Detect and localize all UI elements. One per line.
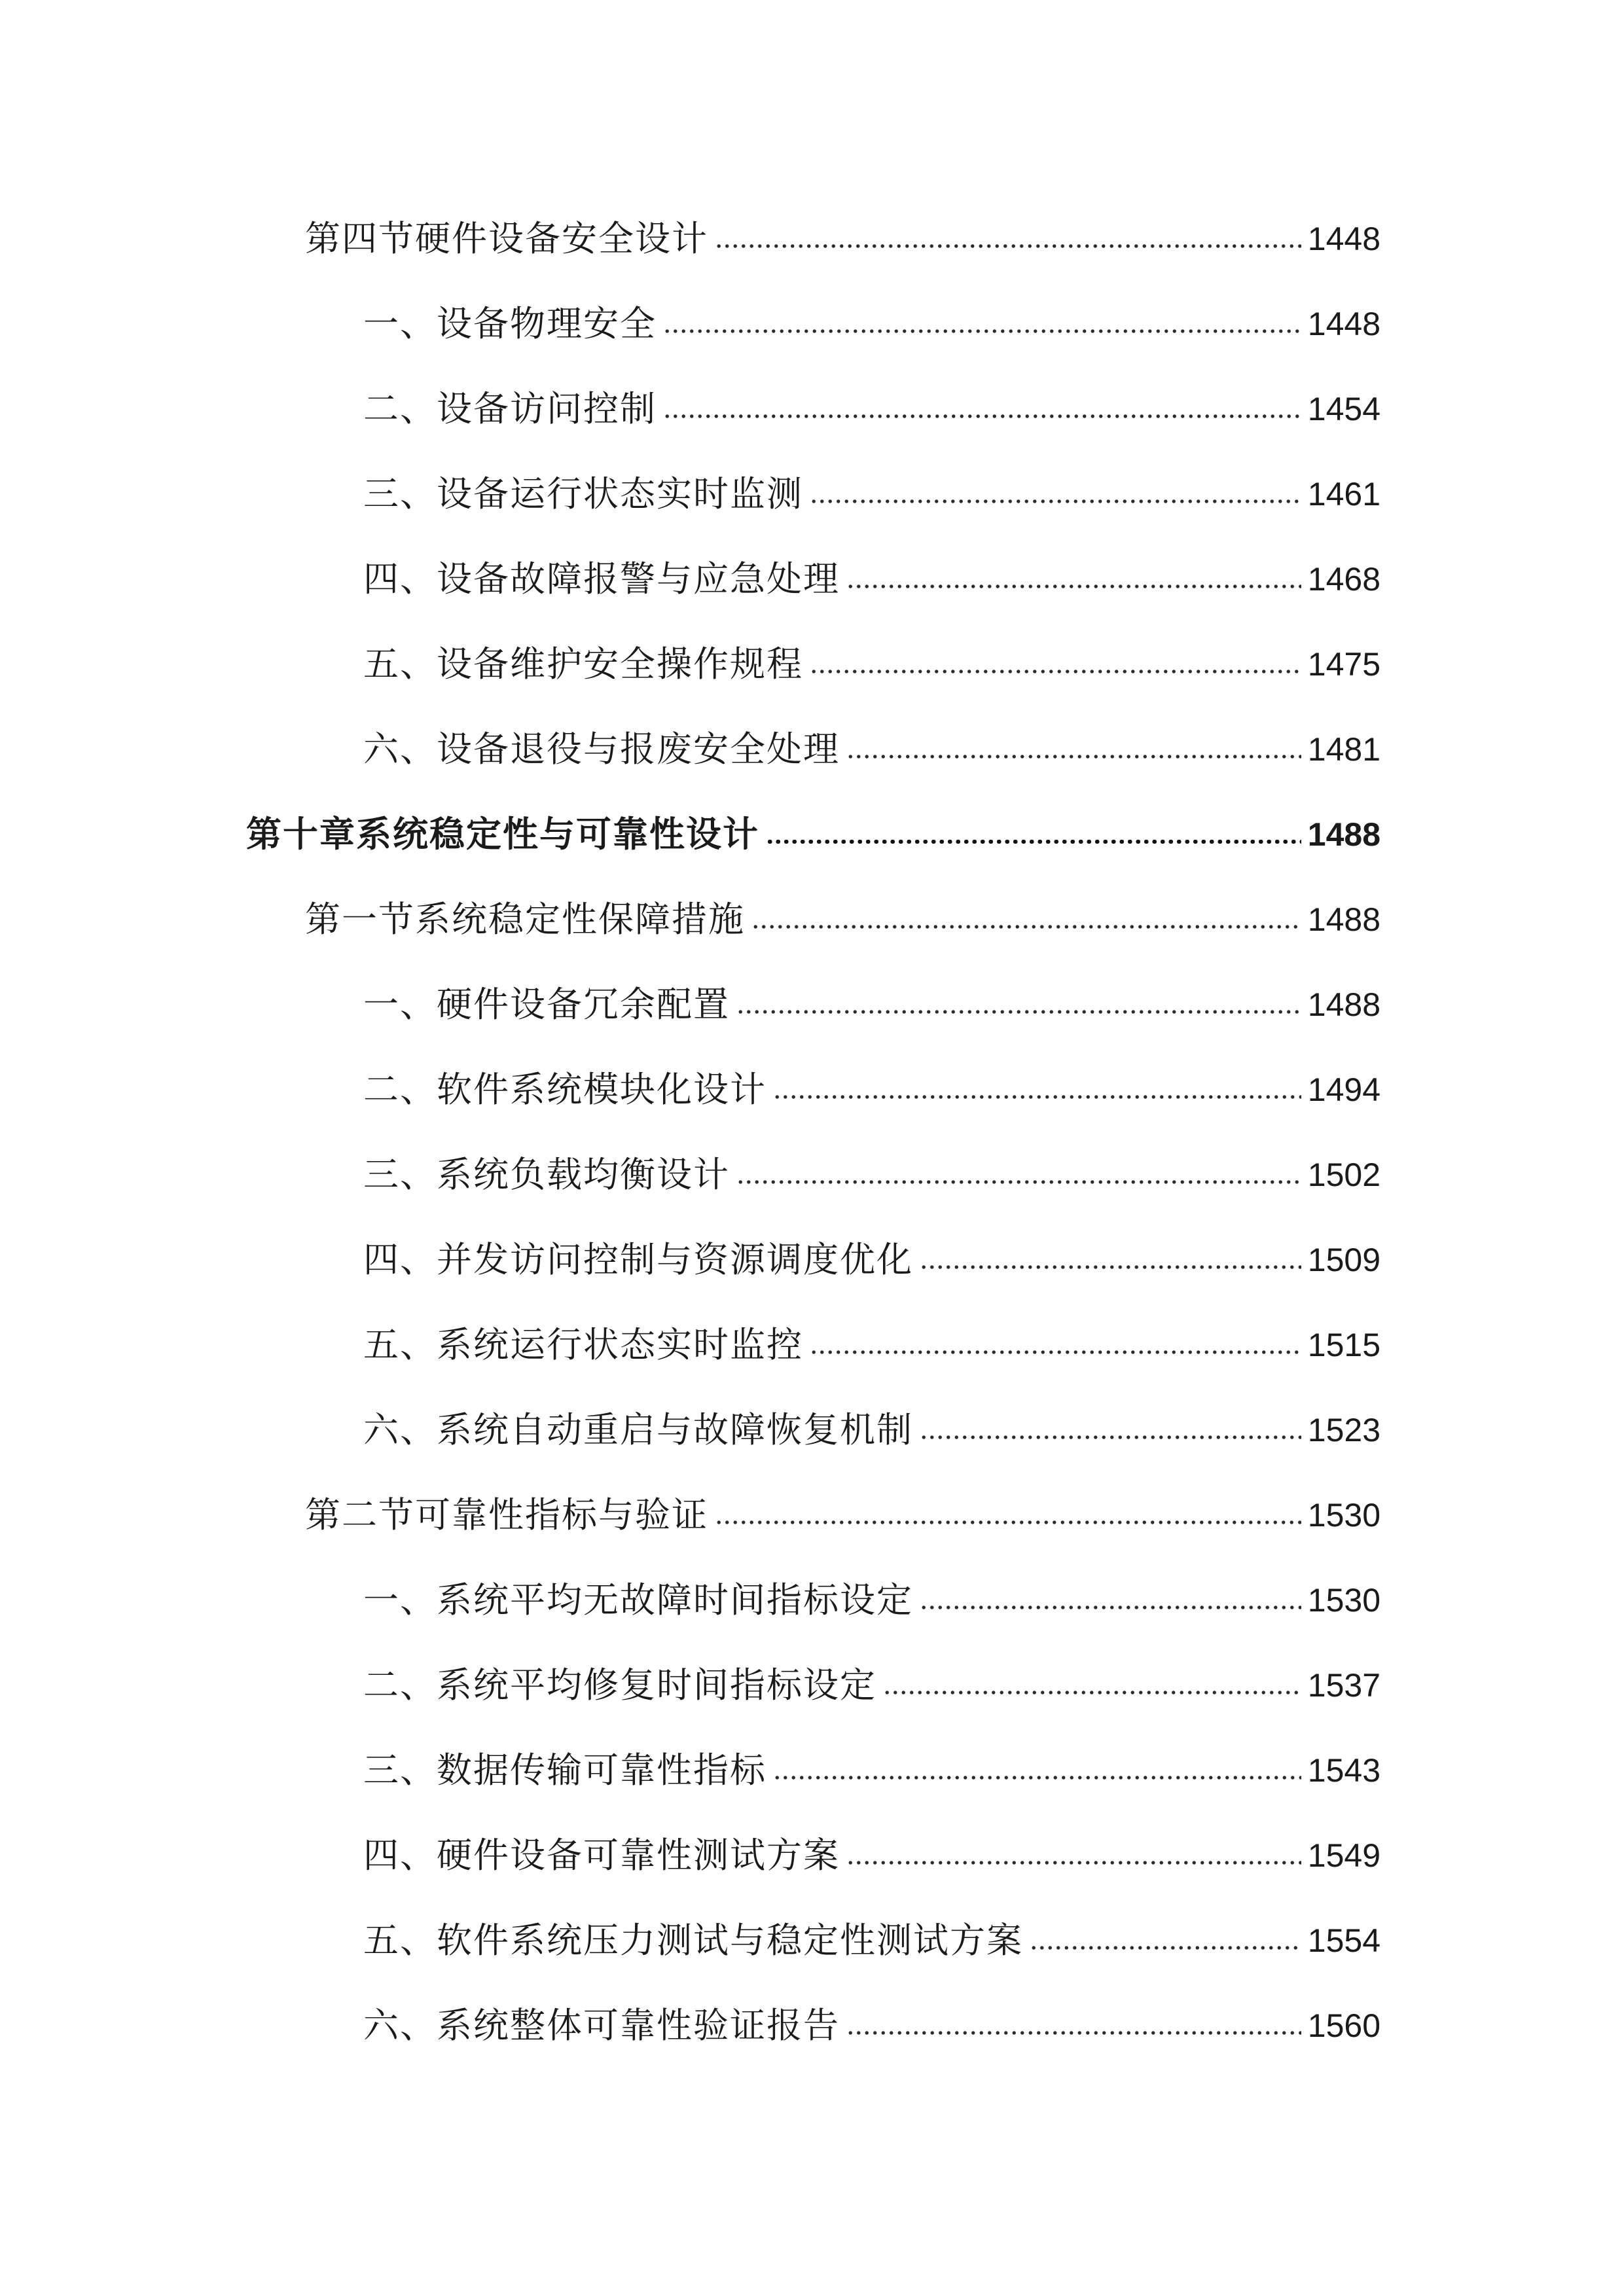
toc-dot-leader (663, 329, 1301, 333)
toc-dot-leader (751, 925, 1301, 929)
toc-page-number: 1481 (1307, 731, 1380, 768)
toc-entry-subsection[interactable] (363, 380, 1380, 439)
toc-dot-leader (810, 499, 1301, 503)
toc-entry-subsection[interactable] (363, 1060, 1380, 1119)
toc-entry-subsection[interactable] (363, 1230, 1380, 1289)
toc-entry-subsection[interactable] (363, 465, 1380, 524)
toc-entry-subsection[interactable] (363, 1996, 1380, 2055)
toc-entry-title: 六、设备退役与报废安全处理 (363, 728, 840, 770)
toc-dot-leader (736, 1180, 1301, 1184)
toc-dot-leader (810, 670, 1301, 673)
toc-dot-leader (920, 1605, 1301, 1609)
toc-entry-subsection[interactable] (363, 1741, 1380, 1800)
toc-page-number: 1530 (1307, 1582, 1380, 1619)
toc-entry-subsection[interactable] (363, 1826, 1380, 1885)
toc-entry-subsection[interactable] (363, 1656, 1380, 1715)
toc-entry-subsection[interactable] (363, 635, 1380, 694)
toc-page-number: 1543 (1307, 1752, 1380, 1789)
toc-entry-title: 四、设备故障报警与应急处理 (363, 558, 840, 600)
toc-entry-subsection[interactable] (363, 550, 1380, 609)
toc-entry-subsection[interactable] (363, 1911, 1380, 1970)
toc-entry-title: 六、系统整体可靠性验证报告 (363, 2005, 840, 2046)
toc-entry-subsection[interactable] (363, 295, 1380, 353)
toc-page-number: 1468 (1307, 561, 1380, 598)
toc-page-number: 1475 (1307, 646, 1380, 683)
toc-page-number: 1454 (1307, 391, 1380, 427)
toc-page-number: 1549 (1307, 1837, 1380, 1874)
toc-entry-title: 二、设备访问控制 (363, 388, 657, 429)
toc-dot-leader (736, 1010, 1301, 1014)
toc-dot-leader (773, 1776, 1301, 1780)
toc-entry-subsection[interactable] (363, 1571, 1380, 1630)
toc-dot-leader (846, 584, 1301, 588)
toc-dot-leader (846, 1861, 1301, 1865)
toc-entry-title: 六、系统自动重启与故障恢复机制 (363, 1409, 913, 1450)
toc-dot-leader (810, 1350, 1301, 1354)
toc-entry-title: 一、系统平均无故障时间指标设定 (363, 1579, 913, 1621)
toc-entry-subsection[interactable] (363, 1316, 1380, 1374)
toc-dot-leader (920, 1265, 1301, 1269)
toc-page-number: 1448 (1307, 221, 1380, 257)
toc-entry-subsection[interactable] (363, 1401, 1380, 1460)
toc-dot-leader (766, 840, 1301, 844)
toc-entry-title: 三、系统负载均衡设计 (363, 1154, 730, 1195)
toc-page-number: 1515 (1307, 1327, 1380, 1363)
toc-page-number: 1488 (1307, 986, 1380, 1023)
toc-entry-subsection[interactable] (363, 1145, 1380, 1204)
toc-page-number: 1448 (1307, 306, 1380, 342)
toc-page-number: 1560 (1307, 2007, 1380, 2044)
toc-page-number: 1494 (1307, 1071, 1380, 1108)
toc-entry-chapter[interactable] (246, 805, 1380, 864)
toc-dot-leader (663, 414, 1301, 418)
toc-entry-subsection[interactable] (363, 975, 1380, 1034)
toc-entry-title: 第四节硬件设备安全设计 (305, 218, 708, 259)
toc-entry-section[interactable] (305, 1486, 1380, 1545)
toc-entry-title: 二、软件系统模块化设计 (363, 1069, 767, 1110)
toc-page-number: 1488 (1307, 901, 1380, 938)
toc-dot-leader (715, 1520, 1301, 1524)
toc-entry-title: 五、设备维护安全操作规程 (363, 643, 803, 685)
toc-page-number: 1537 (1307, 1667, 1380, 1704)
toc-entry-title: 五、软件系统压力测试与稳定性测试方案 (363, 1920, 1023, 1961)
toc-entry-title: 五、系统运行状态实时监控 (363, 1324, 803, 1365)
toc-entry-title: 三、设备运行状态实时监测 (363, 473, 803, 514)
toc-page-number: 1461 (1307, 476, 1380, 512)
toc-dot-leader (773, 1095, 1301, 1099)
toc-dot-leader (846, 2031, 1301, 2035)
toc-entry-section[interactable] (305, 209, 1380, 268)
toc-dot-leader (715, 244, 1301, 248)
toc-entry-title: 第十章系统稳定性与可靠性设计 (246, 814, 759, 855)
toc-entry-title: 二、系统平均修复时间指标设定 (363, 1664, 876, 1706)
toc-entry-title: 四、并发访问控制与资源调度优化 (363, 1239, 913, 1280)
toc-dot-leader (1030, 1946, 1301, 1950)
toc-entry-title: 第二节可靠性指标与验证 (305, 1494, 708, 1535)
toc-dot-leader (883, 1691, 1301, 1695)
toc-entry-title: 第一节系统稳定性保障措施 (305, 899, 745, 940)
toc-dot-leader (920, 1435, 1301, 1439)
toc-entry-section[interactable] (305, 890, 1380, 949)
toc-dot-leader (846, 755, 1301, 759)
toc-entry-subsection[interactable] (363, 720, 1380, 779)
toc-entry-title: 四、硬件设备可靠性测试方案 (363, 1835, 840, 1876)
toc-entry-title: 一、设备物理安全 (363, 303, 657, 344)
toc-page-number: 1502 (1307, 1157, 1380, 1193)
toc-page-number: 1509 (1307, 1242, 1380, 1278)
toc-page-number: 1530 (1307, 1497, 1380, 1534)
toc-page-number: 1554 (1307, 1922, 1380, 1959)
toc-page-number: 1488 (1307, 816, 1380, 853)
toc-page-number: 1523 (1307, 1412, 1380, 1448)
toc-entry-title: 三、数据传输可靠性指标 (363, 1749, 767, 1791)
toc-entry-title: 一、硬件设备冗余配置 (363, 984, 730, 1025)
